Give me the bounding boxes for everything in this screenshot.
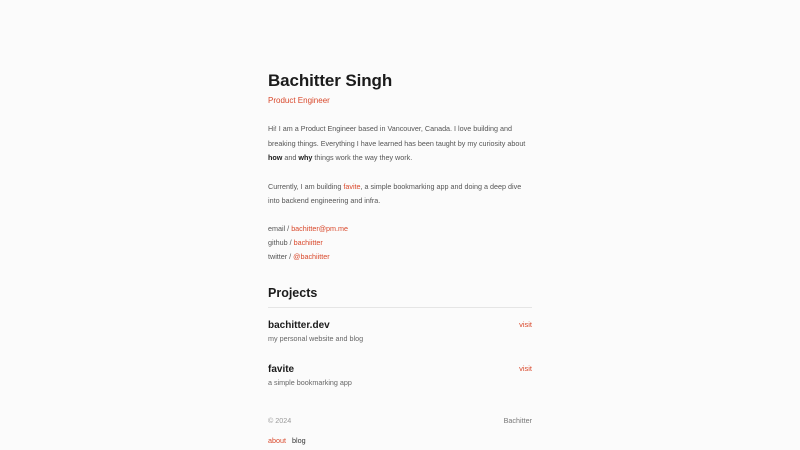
contact-github-label: github <box>268 237 288 247</box>
contact-twitter-label: twitter <box>268 251 288 261</box>
current-paragraph <box>268 180 532 209</box>
intro-paragraph <box>268 122 532 166</box>
contact-separator: / <box>287 237 294 247</box>
footer <box>268 416 532 426</box>
current-text-2: , a simple bookmarking app and doing a deep dive into backend engineering and infra. <box>268 181 522 205</box>
project-item <box>268 319 532 344</box>
contact-separator: / <box>285 223 292 233</box>
project-description: a simple bookmarking app <box>268 377 352 387</box>
projects-heading: Projects <box>268 285 532 308</box>
email-link[interactable]: bachitter@pm.me <box>291 223 349 233</box>
footer-site-name: Bachitter <box>503 416 532 425</box>
contact-email-label: email <box>268 223 286 233</box>
contact-list <box>268 222 532 264</box>
intro-text-1: Hi! I am a Product Engineer based in Vancouver, Canada. I love building and breaking things. Everything I have learned has been taught by my curiosity about <box>268 124 526 148</box>
project-name: favite <box>268 363 295 375</box>
intro-text-2: and <box>282 153 299 162</box>
footer-nav <box>268 436 310 446</box>
profile-name: Bachitter Singh <box>268 71 393 90</box>
intro-bold-why: why <box>298 153 313 162</box>
project-visit-link[interactable]: visit <box>519 363 532 373</box>
nav-blog-link[interactable]: blog <box>292 436 306 445</box>
contact-github <box>268 236 532 250</box>
twitter-link[interactable]: @bachiitter <box>293 251 330 261</box>
project-name: bachitter.dev <box>268 319 330 331</box>
github-link[interactable]: bachiitter <box>293 237 323 247</box>
main-content <box>268 70 532 388</box>
contact-email <box>268 222 532 236</box>
project-description: my personal website and blog <box>268 333 364 343</box>
footer-copyright: © 2024 <box>268 416 292 425</box>
current-text-1: Currently, I am building <box>268 181 344 191</box>
project-visit-link[interactable]: visit <box>519 319 532 329</box>
profile-role: Product Engineer <box>268 96 330 105</box>
favite-link[interactable]: favite <box>343 181 361 191</box>
contact-separator: / <box>287 251 294 261</box>
nav-about-link[interactable]: about <box>268 436 286 445</box>
contact-twitter <box>268 250 532 264</box>
intro-text-3: things work the way they work. <box>312 153 413 162</box>
project-item <box>268 363 532 388</box>
intro-bold-how: how <box>268 153 283 162</box>
